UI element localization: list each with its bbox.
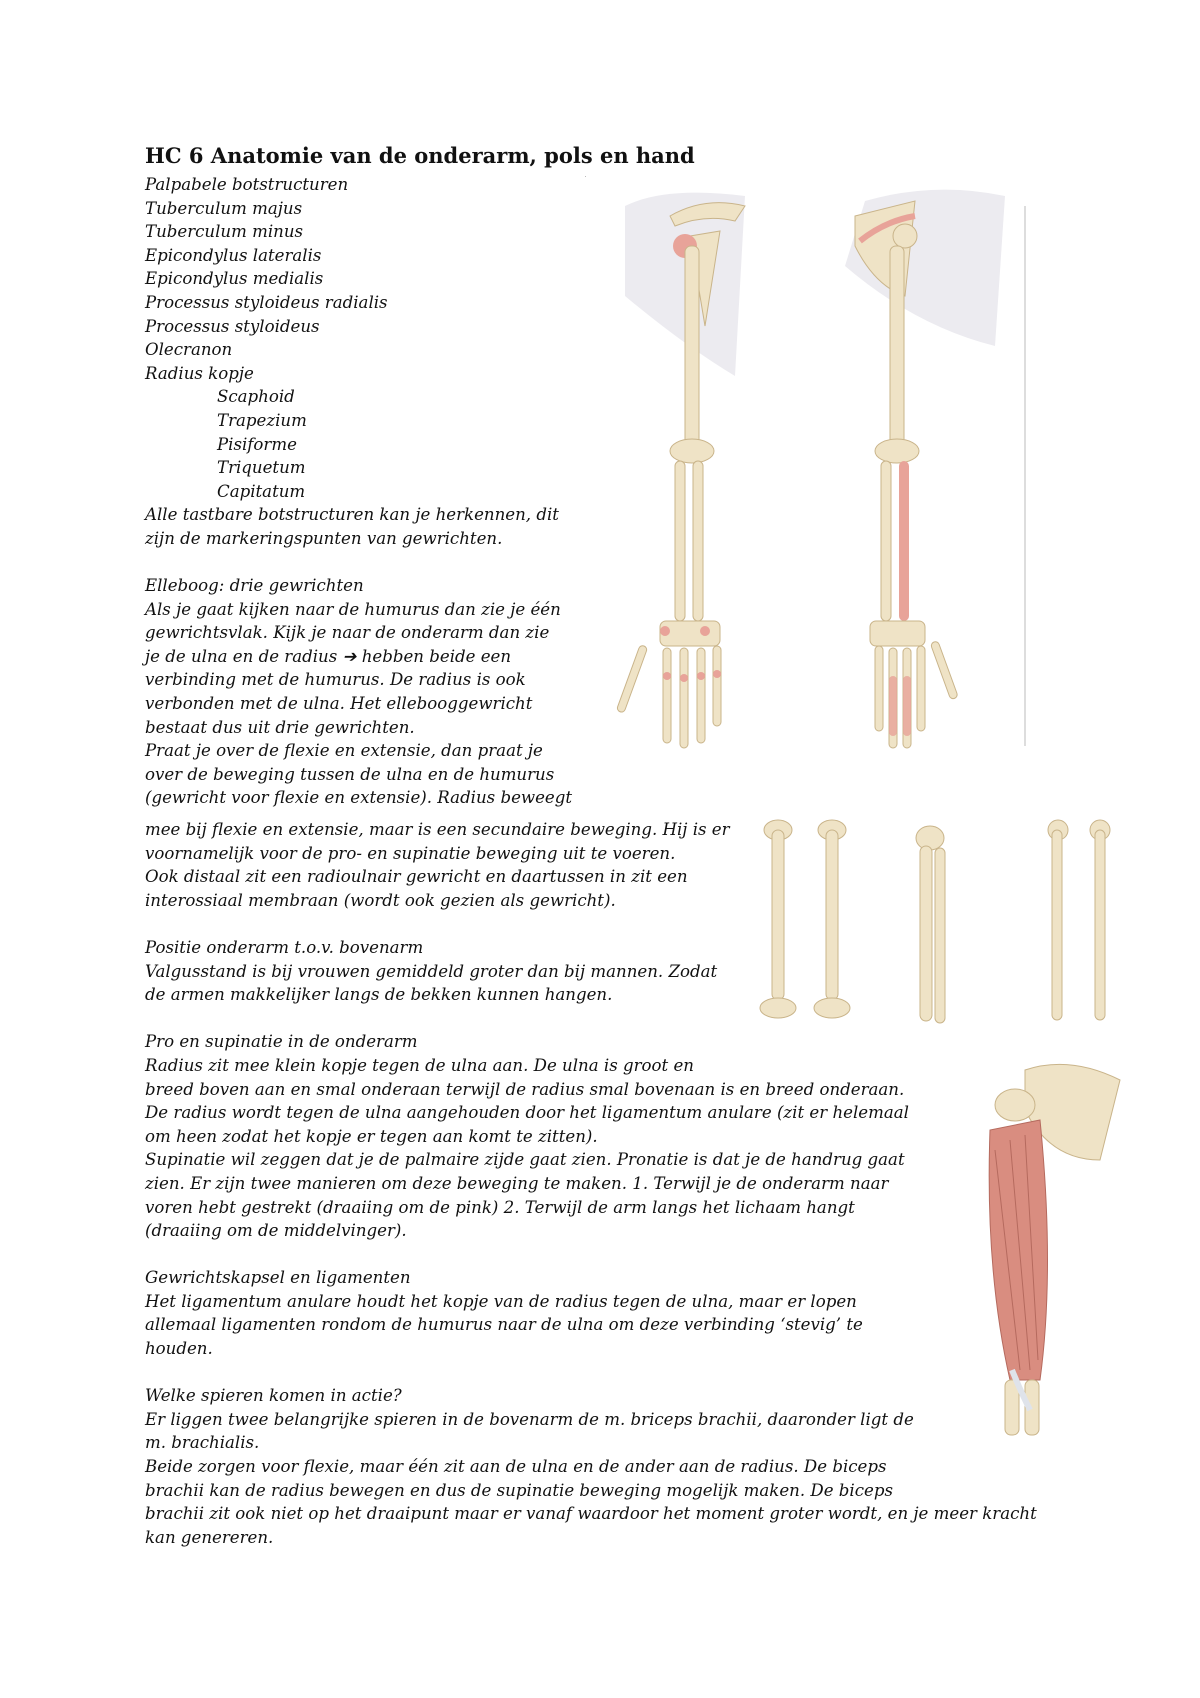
paragraph-line: de armen makkelijker langs de bekken kunnen hangen. bbox=[145, 985, 613, 1005]
summary-line: Alle tastbare botstructuren kan je herkennen, dit bbox=[145, 505, 559, 525]
paragraph-line: (gewricht voor flexie en extensie). Radius beweegt bbox=[145, 788, 573, 808]
paragraph-line: De radius wordt tegen de ulna aangehouden door het ligamentum anulare (zit er helemaal bbox=[145, 1103, 909, 1123]
carpal-item: Trapezium bbox=[217, 410, 307, 430]
pro-supinatie-heading: Pro en supinatie in de onderarm bbox=[145, 1032, 418, 1052]
carpal-item: Scaphoid bbox=[217, 387, 295, 407]
paragraph-line: Het ligamentum anulare houdt het kopje van de radius tegen de ulna, maar er lopen bbox=[145, 1291, 857, 1311]
paragraph-line: mee bij flexie en extensie, maar is een secundaire beweging. Hij is er bbox=[145, 820, 730, 839]
list-item: Olecranon bbox=[145, 340, 233, 360]
elleboog-heading: Elleboog: drie gewrichten bbox=[145, 576, 364, 596]
arm-skeleton-figure bbox=[585, 176, 1085, 786]
paragraph-line: Ook distaal zit een radioulnair gewricht en daartussen in zit een bbox=[145, 867, 688, 887]
paragraph-line: m. brachialis. bbox=[145, 1433, 260, 1453]
paragraph-line: brachii zit ook niet op het draaipunt maar er vanaf waardoor het moment groter wordt, en je meer kracht bbox=[145, 1504, 1037, 1524]
spieren-heading: Welke spieren komen in actie? bbox=[145, 1386, 402, 1406]
paragraph-line: interossiaal membraan (wordt ook gezien als gewricht). bbox=[145, 890, 616, 910]
paragraph-line: Radius zit mee klein kopje tegen de ulna aan. De ulna is groot en bbox=[145, 1055, 694, 1075]
paragraph-line: Valgusstand is bij vrouwen gemiddeld groter dan bij mannen. Zodat bbox=[145, 961, 718, 981]
list-item: Epicondylus medialis bbox=[145, 269, 324, 289]
carpal-item: Triquetum bbox=[217, 458, 306, 478]
paragraph-line: breed boven aan en smal onderaan terwijl de radius smal bovenaan is en breed onderaan. bbox=[145, 1079, 905, 1099]
paragraph-line: allemaal ligamenten rondom de humurus naar de ulna om deze verbinding ‘stevig’ te bbox=[145, 1315, 863, 1335]
list-item: Processus styloideus bbox=[145, 316, 320, 336]
paragraph-line: Supinatie wil zeggen dat je de palmaire zijde gaat zien. Pronatie is dat je de handrug gaat bbox=[145, 1150, 905, 1170]
paragraph-line: Beide zorgen voor flexie, maar één zit aan de ulna en de ander aan de radius. De biceps bbox=[145, 1457, 887, 1477]
paragraph-line: gewrichtsvlak. Kijk je naar de onderarm dan zie bbox=[145, 623, 550, 643]
paragraph-line: Als je gaat kijken naar de humurus dan zie je één bbox=[145, 599, 561, 619]
paragraph-line: kan genereren. bbox=[145, 1527, 274, 1547]
positie-heading: Positie onderarm t.o.v. bovenarm bbox=[145, 937, 424, 957]
list-item: Processus styloideus radialis bbox=[145, 292, 388, 312]
paragraph-line: bestaat dus uit drie gewrichten. bbox=[145, 717, 415, 737]
paragraph-line: je de ulna en de radius ➔ hebben beide een bbox=[145, 646, 512, 666]
list-item: Radius kopje bbox=[145, 363, 254, 383]
paragraph-line: zien. Er zijn twee manieren om deze beweging te maken. 1. Terwijl je de onderarm naar bbox=[145, 1173, 889, 1193]
carpal-item: Pisiforme bbox=[217, 434, 297, 454]
carpal-item: Capitatum bbox=[217, 481, 306, 501]
paragraph-line: om heen zodat het kopje er tegen aan komt te zitten). bbox=[145, 1126, 598, 1146]
paragraph-line: Er liggen twee belangrijke spieren in de bovenarm de m. briceps brachii, daaronder ligt de bbox=[145, 1409, 914, 1429]
paragraph-line: voren hebt gestrekt (draaiing om de pink) 2. Terwijl de arm langs het lichaam hangt bbox=[145, 1197, 855, 1217]
palpable-heading: Palpabele botstructuren bbox=[145, 175, 349, 194]
paragraph-line: verbonden met de ulna. Het ellebooggewricht bbox=[145, 694, 533, 714]
kapsel-heading: Gewrichtskapsel en ligamenten bbox=[145, 1268, 411, 1288]
paragraph-line: over de beweging tussen de ulna en de humurus bbox=[145, 764, 555, 784]
summary-line: zijn de markeringspunten van gewrichten. bbox=[145, 528, 503, 548]
list-item: Tuberculum majus bbox=[145, 198, 303, 218]
paragraph-line: voornamelijk voor de pro- en supinatie beweging uit te voeren. bbox=[145, 843, 676, 863]
page-title: HC 6 Anatomie van de onderarm, pols en hand bbox=[145, 143, 695, 168]
paragraph-line: houden. bbox=[145, 1339, 213, 1359]
humerus-forearm-bones-figure bbox=[740, 808, 1135, 1043]
paragraph-line: verbinding met de humurus. De radius is ook bbox=[145, 670, 526, 690]
paragraph-line: Praat je over de flexie en extensie, dan praat je bbox=[145, 741, 543, 761]
list-item: Epicondylus lateralis bbox=[145, 245, 322, 265]
biceps-muscle-figure bbox=[930, 1050, 1130, 1445]
paragraph-line: (draaiing om de middelvinger). bbox=[145, 1221, 407, 1241]
paragraph-line: brachii kan de radius bewegen en dus de supinatie beweging mogelijk maken. De biceps bbox=[145, 1480, 893, 1500]
list-item: Tuberculum minus bbox=[145, 222, 304, 242]
left-text-column bbox=[145, 173, 572, 810]
